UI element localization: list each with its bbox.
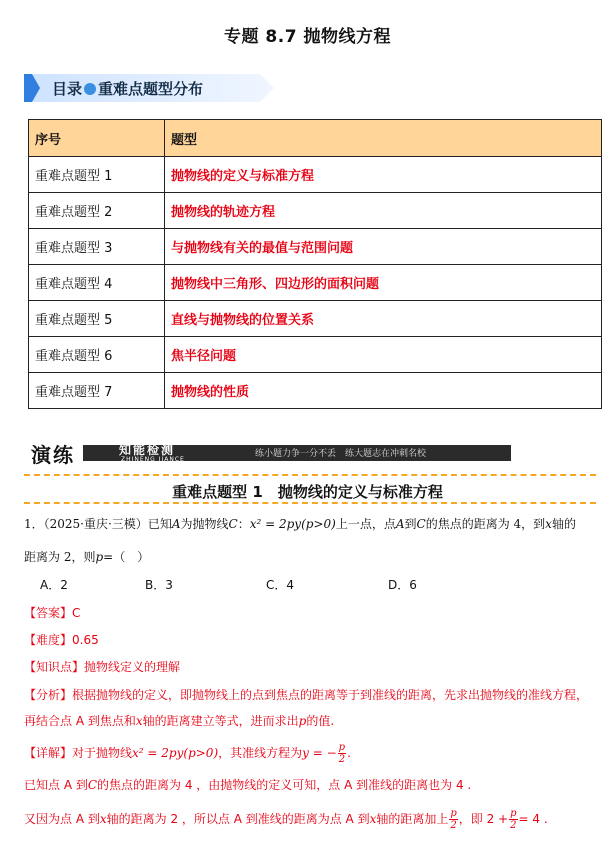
analysis-line-2: 再结合点 A 到焦点和x轴的距离建立等式，进而求出p的值. (24, 714, 335, 728)
option-c[interactable]: C．4 (266, 578, 295, 592)
toc-heading-b: 重难点题型分布 (98, 80, 204, 98)
table-row (29, 265, 602, 301)
practice-badge-pinyin: ZHINENG JIANCE (121, 456, 185, 463)
detail-line-3: 又因为点 A 到x轴的距离为 2 ，所以点 A 到准线的距离为点 A 到x轴的距离加上 $\frac{p}{2}$ ，即 2 + $\frac{p}{2}$ = 4 . (24, 808, 548, 831)
toc-col-type: 题型 (165, 120, 602, 157)
practice-slogan: 练小题力争一分不丢 练大题志在冲刺名校 (255, 449, 427, 459)
table-row (29, 301, 602, 337)
page-title: 专题 8.7 抛物线方程 (224, 27, 391, 47)
bullet-dot-icon (84, 83, 96, 95)
table-row (29, 157, 602, 193)
table-row (29, 229, 602, 265)
toc-type-link[interactable]: 抛物线的轨迹方程 (165, 193, 602, 229)
toc-type-link[interactable]: 焦半径问题 (165, 337, 602, 373)
answer-line: 【答案】C (24, 606, 81, 620)
toc-type-link[interactable]: 抛物线中三角形、四边形的面积问题 (165, 265, 602, 301)
option-b[interactable]: B．3 (145, 578, 173, 592)
practice-banner (27, 441, 511, 467)
toc-heading-a: 目录 (52, 80, 83, 98)
question-line-1: 1．（2025·重庆·三模）已知A为抛物线C：x² = 2py(p>0)上一点，点A到C的焦点的距离为 4，到x轴的 (24, 517, 576, 531)
divider-bottom (24, 502, 596, 504)
toc-index: 重难点题型 5 (29, 301, 165, 337)
toc-header-row (29, 120, 602, 157)
table-row (29, 193, 602, 229)
knowledge-value: 抛物线定义的理解 (84, 660, 181, 674)
question-equation: x² = 2py(p>0) (249, 517, 336, 531)
toc-banner (24, 74, 274, 102)
table-row (29, 373, 602, 409)
difficulty-value: 0.65 (72, 633, 99, 647)
knowledge-line: 【知识点】抛物线定义的理解 (24, 660, 181, 674)
toc-index: 重难点题型 3 (29, 229, 165, 265)
toc-index: 重难点题型 1 (29, 157, 165, 193)
answer-value: C (72, 606, 81, 620)
toc-index: 重难点题型 2 (29, 193, 165, 229)
option-a[interactable]: A．2 (40, 578, 68, 592)
practice-label: 演练 (31, 443, 75, 467)
toc-index: 重难点题型 7 (29, 373, 165, 409)
practice-badge: 知能检测 (119, 443, 176, 457)
toc-type-link[interactable]: 抛物线的定义与标准方程 (165, 157, 602, 193)
toc-col-index: 序号 (29, 120, 165, 157)
toc-type-link[interactable]: 抛物线的性质 (165, 373, 602, 409)
analysis-line-1: 【分析】根据抛物线的定义，即抛物线上的点到焦点的距离等于到准线的距离，先求出抛物线的准线方程， (24, 688, 589, 702)
toc-type-link[interactable]: 直线与抛物线的位置关系 (165, 301, 602, 337)
section-title: 重难点题型 1 抛物线的定义与标准方程 (172, 483, 443, 501)
toc-index: 重难点题型 6 (29, 337, 165, 373)
option-d[interactable]: D．6 (388, 578, 417, 592)
table-row (29, 337, 602, 373)
toc-index: 重难点题型 4 (29, 265, 165, 301)
difficulty-line: 【难度】0.65 (24, 633, 99, 647)
question-line-2: 距离为 2，则p=（ ） (24, 550, 150, 564)
toc-type-link[interactable]: 与抛物线有关的最值与范围问题 (165, 229, 602, 265)
detail-line-1: 【详解】对于抛物线x² = 2py(p>0)，其准线方程为y = − $\frac{p}{2}$ . (24, 742, 351, 765)
toc-table (28, 119, 602, 409)
detail-line-2: 已知点 A 到C的焦点的距离为 4 ，由抛物线的定义可知，点 A 到准线的距离也为 4 . (24, 778, 472, 792)
divider-top (24, 474, 596, 476)
